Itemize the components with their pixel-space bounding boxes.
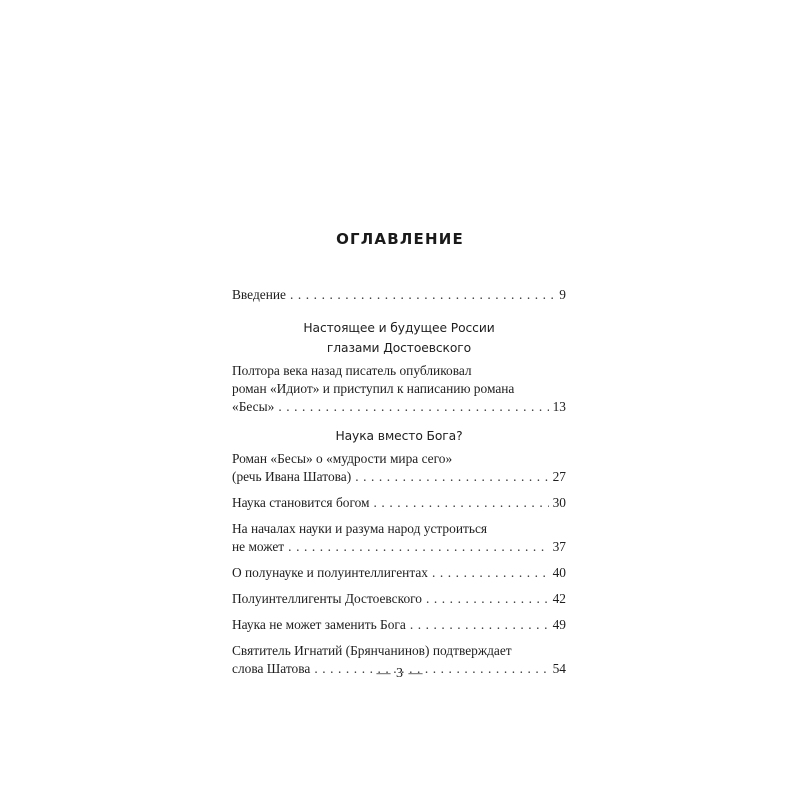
toc-entry-last-line (232, 590, 566, 608)
dot-leader (410, 616, 549, 634)
toc-entry-last-line (232, 616, 566, 634)
toc-entry-line: Святитель Игнатий (Брянчанинов) подтверждает (232, 643, 512, 658)
dot-leader (278, 398, 548, 416)
toc-entry (232, 450, 566, 486)
toc-page-number: 27 (552, 469, 566, 484)
toc-entry (232, 362, 566, 416)
toc-entry-text: Наука не может заменить Бога (232, 617, 406, 632)
toc-entry-last-line (232, 538, 566, 556)
toc-entry-last-line (232, 494, 566, 512)
toc-page-number: 40 (552, 565, 566, 580)
section-heading-line: Настоящее и будущее России (303, 321, 495, 335)
section-heading-line: глазами Достоевского (326, 341, 472, 355)
dot-leader (374, 494, 549, 512)
toc-page-number: 37 (552, 539, 566, 554)
toc-entry-line: На началах науки и разума народ устроиться (232, 521, 488, 536)
toc-entry-text: слова Шатова (232, 661, 311, 676)
dot-leader (288, 538, 548, 556)
toc-entry-last-line (232, 564, 566, 582)
dot-leader (290, 286, 555, 304)
toc-entry-text: «Бесы» (232, 399, 275, 414)
page-title: ОГЛАВЛЕНИЕ (336, 230, 464, 248)
toc-entry-text: О полунауке и полуинтеллигентах (232, 565, 428, 580)
toc-entry-last-line (232, 286, 566, 304)
dot-leader (355, 468, 548, 486)
toc-entry-text: (речь Ивана Шатова) (232, 469, 352, 484)
page-number: — 3 — (376, 666, 424, 681)
toc-page-number: 13 (552, 399, 566, 414)
toc-entry-text: не может (232, 539, 285, 554)
toc-page-number: 54 (552, 661, 566, 676)
toc-entry (232, 494, 566, 512)
toc-entry (232, 616, 566, 634)
toc-entry (232, 564, 566, 582)
toc-page-number: 30 (552, 495, 566, 510)
toc-entry (232, 286, 566, 304)
toc-entry-text: Полуинтеллигенты Достоевского (232, 591, 422, 606)
toc-entry (232, 520, 566, 556)
toc-page-number: 49 (552, 617, 566, 632)
toc-entry-text: Введение (232, 287, 286, 302)
table-of-contents (232, 286, 566, 678)
dot-leader (432, 564, 549, 582)
toc-entry-line: Полтора века назад писатель опубликовал (232, 363, 472, 378)
toc-entry-last-line (232, 468, 566, 486)
toc-section-heading (232, 426, 566, 446)
toc-entry (232, 590, 566, 608)
toc-section-heading (232, 318, 566, 358)
dot-leader (426, 590, 549, 608)
toc-entry-line: роман «Идиот» и приступил к написанию романа (232, 381, 515, 396)
section-heading-line: Наука вместо Бога? (335, 429, 463, 443)
toc-page-number: 9 (559, 287, 566, 302)
toc-entry-text: Наука становится богом (232, 495, 370, 510)
toc-page-number: 42 (552, 591, 566, 606)
toc-entry-line: Роман «Бесы» о «мудрости мира сего» (232, 451, 453, 466)
toc-entry-last-line (232, 398, 566, 416)
